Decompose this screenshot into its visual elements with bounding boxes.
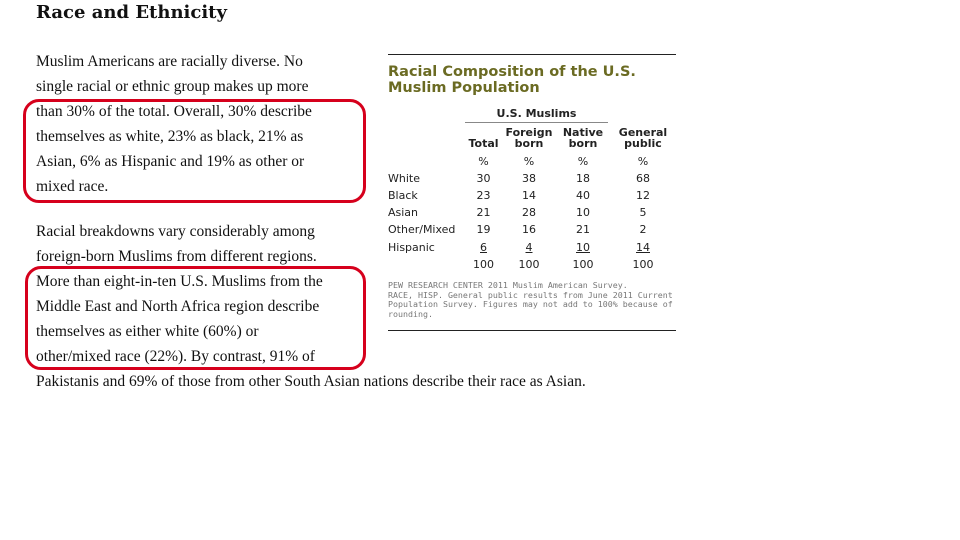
source-line: Population Survey. Figures may not add to 100% because of (388, 299, 673, 309)
cell-foreign-born: 14 (522, 189, 536, 202)
cell-native-born: 18 (576, 172, 590, 185)
cell-total: 23 (476, 189, 491, 202)
percent-sign: % (478, 155, 489, 168)
cell-native-born: 10 (576, 206, 590, 219)
cell-general-public: 12 (636, 189, 650, 202)
text-line: Pakistanis and 69% of those from other South Asian nations describe their race as Asian. (36, 373, 586, 390)
cell-general-public (616, 241, 670, 254)
cell-general-public: 68 (636, 172, 650, 185)
percent-sign: % (637, 155, 649, 168)
table-title-line-2: Muslim Population (388, 80, 540, 96)
text-line: themselves as white, 23% as black, 21% as (36, 128, 304, 145)
header-general-public-2: public (624, 137, 662, 150)
racial-composition-table (388, 54, 676, 331)
header-native-born-2: born (568, 137, 598, 150)
percent-sign: % (523, 155, 535, 168)
header-native-born-1: Native (562, 126, 604, 139)
row-label: White (388, 172, 420, 185)
cell-general-public: 2 (639, 223, 647, 236)
cell-general-public-value: 14 (636, 241, 650, 254)
cell-native-born-value: 10 (576, 241, 590, 254)
table-title-line-1: Racial Composition of the U.S. (388, 64, 636, 80)
percent-sign: % (577, 155, 589, 168)
header-foreign-born-2: born (514, 137, 544, 150)
row-label: Other/Mixed (388, 223, 456, 236)
section-heading: Race and Ethnicity (36, 2, 227, 23)
header-general-public-1: General (618, 126, 668, 139)
cell-foreign-born: 16 (522, 223, 536, 236)
group-label: U.S. Muslims (496, 107, 577, 120)
cell-total: 19 (476, 223, 491, 236)
cell-native-born-sum: 100 (572, 258, 594, 271)
cell-foreign-born-value: 4 (525, 241, 533, 254)
source-line: rounding. (388, 308, 433, 319)
row-label: Hispanic (388, 241, 435, 254)
text-line: mixed race. (36, 178, 109, 195)
header-foreign-born-1: Foreign (505, 126, 553, 139)
text-line: Asian, 6% as Hispanic and 19% as other or (36, 153, 305, 170)
cell-total-sum: 100 (473, 258, 494, 271)
cell-general-public: 5 (639, 206, 647, 219)
text-line: single racial or ethnic group makes up more (36, 78, 309, 95)
cell-total-value: 6 (480, 241, 487, 254)
cell-native-born (558, 241, 608, 254)
row-label: Black (388, 189, 418, 202)
text-line: than 30% of the total. Overall, 30% describe (36, 103, 312, 120)
source-line: RACE, HISP. General public results from June 2011 Current (388, 289, 673, 300)
row-label: Asian (388, 206, 419, 219)
cell-general-public-sum: 100 (632, 258, 654, 271)
header-total: Total (468, 137, 499, 150)
source-note (388, 281, 676, 319)
paragraph-1 (36, 49, 366, 199)
cell-foreign-born-sum: 100 (518, 258, 540, 271)
text-line: Muslim Americans are racially diverse. No (36, 53, 303, 70)
text-line: Racial breakdowns vary considerably among (36, 223, 315, 240)
cell-total (466, 241, 501, 254)
text-line: themselves as either white (60%) or (36, 323, 259, 340)
text-line: More than eight-in-ten U.S. Muslims from the (36, 273, 323, 290)
cell-total: 21 (476, 206, 491, 219)
cell-total: 30 (476, 172, 491, 185)
cell-native-born: 40 (576, 189, 590, 202)
text-line: Middle East and North Africa region describe (36, 298, 320, 315)
text-line: other/mixed race (22%). By contrast, 91% of (36, 348, 315, 365)
cell-foreign-born (503, 241, 555, 254)
cell-foreign-born: 28 (522, 206, 536, 219)
cell-foreign-born: 38 (522, 172, 536, 185)
source-line: PEW RESEARCH CENTER 2011 Muslim American Survey. (388, 280, 628, 290)
cell-native-born: 21 (576, 223, 590, 236)
group-divider (465, 122, 608, 123)
text-line: foreign-born Muslims from different regions. (36, 248, 317, 265)
